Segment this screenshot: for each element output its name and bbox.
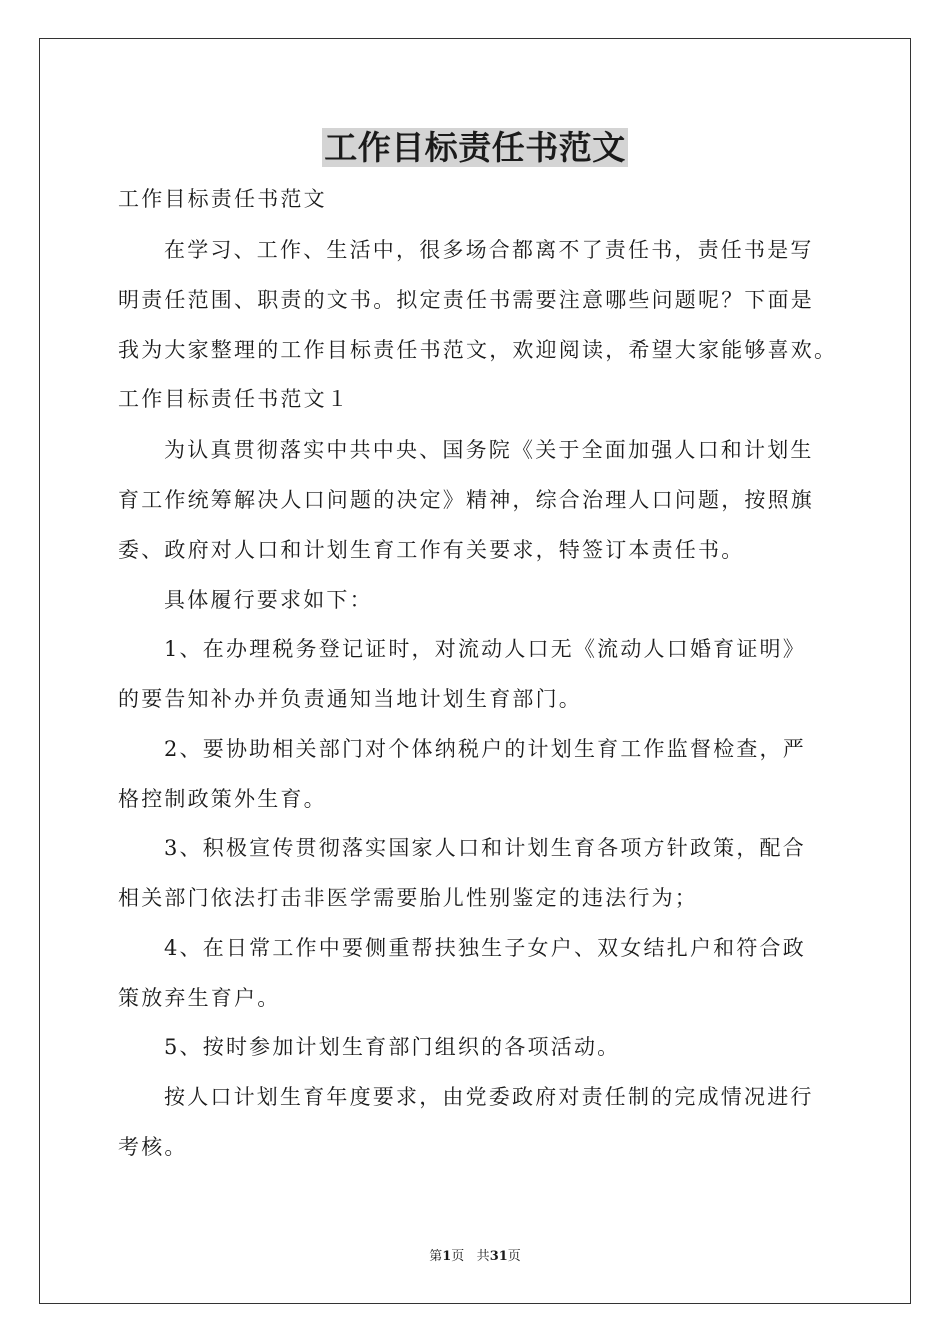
paragraph-line: 育工作统筹解决人口问题的决定》精神，综合治理人口问题，按照旗 [118,488,814,512]
page-prefix: 第 [429,1249,443,1264]
document-title-text: 工作目标责任书范文 [324,128,626,167]
paragraph-line: 按人口计划生育年度要求，由党委政府对责任制的完成情况进行 [164,1085,814,1109]
current-page-number: 1 [442,1249,452,1264]
subtitle-line: 工作目标责任书范文 [118,187,327,211]
list-item-line: 1、在办理税务登记证时，对流动人口无《流动人口婚育证明》 [164,637,806,661]
total-suffix: 页 [507,1249,521,1264]
list-item-line: 2、要协助相关部门对个体纳税户的计划生育工作监督检查，严 [164,737,806,761]
page-frame [39,38,911,1304]
page-suffix: 页 [451,1249,465,1264]
list-item-line: 的要告知补办并负责通知当地计划生育部门。 [118,687,582,711]
list-item-line: 4、在日常工作中要侧重帮扶独生子女户、双女结扎户和符合政 [164,936,806,960]
list-item-line: 相关部门依法打击非医学需要胎儿性别鉴定的违法行为； [118,886,698,910]
document-title [0,126,950,170]
list-item-line: 3、积极宣传贯彻落实国家人口和计划生育各项方针政策，配合 [164,836,806,860]
total-prefix: 共 [476,1249,490,1264]
section-heading: 工作目标责任书范文１ [118,387,350,411]
paragraph-line: 在学习、工作、生活中，很多场合都离不了责任书，责任书是写 [164,238,814,262]
paragraph-line: 我为大家整理的工作目标责任书范文，欢迎阅读，希望大家能够喜欢。 [118,338,838,362]
total-pages-number: 31 [489,1249,508,1264]
paragraph-line: 为认真贯彻落实中共中央、国务院《关于全面加强人口和计划生 [164,438,814,462]
paragraph-line: 考核。 [118,1135,188,1159]
paragraph-line: 委、政府对人口和计划生育工作有关要求，特签订本责任书。 [118,538,745,562]
list-item-line: 格控制政策外生育。 [118,787,327,811]
list-item-line: 5、按时参加计划生育部门组织的各项活动。 [164,1035,621,1059]
paragraph-line: 具体履行要求如下： [164,588,373,612]
page-footer [0,1248,950,1266]
list-item-line: 策放弃生育户。 [118,986,281,1010]
paragraph-line: 明责任范围、职责的文书。拟定责任书需要注意哪些问题呢？下面是 [118,288,814,312]
